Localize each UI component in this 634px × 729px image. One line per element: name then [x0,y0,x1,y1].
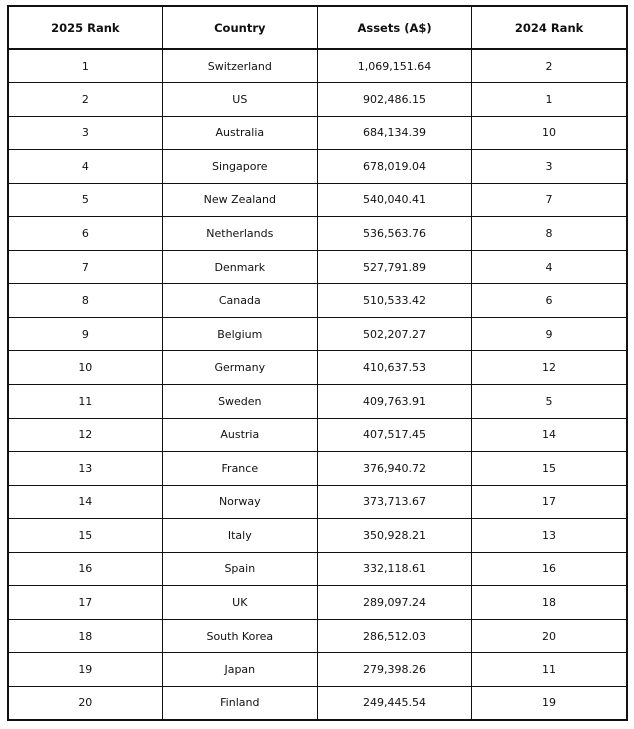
assets-cell: 376,940.72 [317,452,471,486]
table-row [8,183,627,217]
assets-cell: 289,097.24 [317,586,471,620]
country-cell: Finland [162,686,317,720]
rank-2024-cell: 18 [472,586,627,620]
table-header [8,6,627,49]
rank-2025-cell: 15 [8,519,162,553]
assets-cell: 407,517.45 [317,418,471,452]
rank-2024-cell: 7 [472,183,627,217]
assets-cell: 536,563.76 [317,217,471,251]
table-row [8,519,627,553]
country-cell: Canada [162,284,317,318]
rank-2024-cell: 5 [472,384,627,418]
table-row [8,686,627,720]
rank-2024-cell: 14 [472,418,627,452]
table-row [8,317,627,351]
header-cell-assets: Assets (A$) [317,6,471,49]
header-row [8,6,627,49]
rank-2024-cell: 15 [472,452,627,486]
country-cell: Japan [162,653,317,687]
table-row [8,418,627,452]
country-cell: Singapore [162,150,317,184]
rank-2024-cell: 9 [472,317,627,351]
rank-2024-cell: 17 [472,485,627,519]
rank-2024-cell: 3 [472,150,627,184]
rank-2025-cell: 18 [8,619,162,653]
table-row [8,49,627,83]
assets-cell: 286,512.03 [317,619,471,653]
table-row [8,552,627,586]
rank-2024-cell: 16 [472,552,627,586]
rank-2025-cell: 9 [8,317,162,351]
rank-2025-cell: 6 [8,217,162,251]
assets-cell: 373,713.67 [317,485,471,519]
rank-2024-cell: 13 [472,519,627,553]
table-row [8,284,627,318]
rank-2025-cell: 14 [8,485,162,519]
rank-2025-cell: 8 [8,284,162,318]
country-cell: Denmark [162,250,317,284]
table-row [8,384,627,418]
country-cell: Italy [162,519,317,553]
assets-cell: 902,486.15 [317,83,471,117]
table-body [8,49,627,720]
table-row [8,217,627,251]
country-cell: US [162,83,317,117]
country-cell: Australia [162,116,317,150]
assets-cell: 684,134.39 [317,116,471,150]
rank-2025-cell: 16 [8,552,162,586]
table-row [8,452,627,486]
table-row [8,485,627,519]
assets-cell: 510,533.42 [317,284,471,318]
assets-cell: 678,019.04 [317,150,471,184]
assets-cell: 249,445.54 [317,686,471,720]
rank-2024-cell: 6 [472,284,627,318]
table-row [8,116,627,150]
assets-cell: 527,791.89 [317,250,471,284]
rank-2024-cell: 2 [472,49,627,83]
rank-2024-cell: 1 [472,83,627,117]
rank-2025-cell: 2 [8,83,162,117]
country-cell: New Zealand [162,183,317,217]
table-row [8,83,627,117]
header-cell-country: Country [162,6,317,49]
rank-2025-cell: 20 [8,686,162,720]
country-cell: Sweden [162,384,317,418]
table-row [8,653,627,687]
assets-cell: 332,118.61 [317,552,471,586]
assets-cell: 502,207.27 [317,317,471,351]
country-cell: Austria [162,418,317,452]
rank-2025-cell: 12 [8,418,162,452]
rank-2024-cell: 8 [472,217,627,251]
rank-2024-cell: 11 [472,653,627,687]
country-cell: Switzerland [162,49,317,83]
country-cell: Spain [162,552,317,586]
rank-2024-cell: 20 [472,619,627,653]
assets-cell: 1,069,151.64 [317,49,471,83]
header-cell-2025-rank: 2025 Rank [8,6,162,49]
assets-cell: 410,637.53 [317,351,471,385]
rank-2024-cell: 19 [472,686,627,720]
country-cell: South Korea [162,619,317,653]
table-row [8,250,627,284]
assets-cell: 540,040.41 [317,183,471,217]
assets-cell: 279,398.26 [317,653,471,687]
country-cell: Netherlands [162,217,317,251]
table-row [8,586,627,620]
rank-2025-cell: 1 [8,49,162,83]
table-row [8,150,627,184]
rank-2024-cell: 10 [472,116,627,150]
assets-cell: 350,928.21 [317,519,471,553]
rank-2025-cell: 7 [8,250,162,284]
rank-2025-cell: 17 [8,586,162,620]
country-cell: France [162,452,317,486]
country-assets-rank-table [7,5,628,721]
country-cell: Germany [162,351,317,385]
table-row [8,351,627,385]
rank-2025-cell: 19 [8,653,162,687]
rank-2025-cell: 11 [8,384,162,418]
country-cell: Norway [162,485,317,519]
table-row [8,619,627,653]
rank-2024-cell: 4 [472,250,627,284]
country-cell: Belgium [162,317,317,351]
header-cell-2024-rank: 2024 Rank [472,6,627,49]
country-cell: UK [162,586,317,620]
assets-cell: 409,763.91 [317,384,471,418]
rank-2024-cell: 12 [472,351,627,385]
rank-2025-cell: 10 [8,351,162,385]
rank-2025-cell: 3 [8,116,162,150]
rank-2025-cell: 13 [8,452,162,486]
rank-2025-cell: 5 [8,183,162,217]
rank-2025-cell: 4 [8,150,162,184]
